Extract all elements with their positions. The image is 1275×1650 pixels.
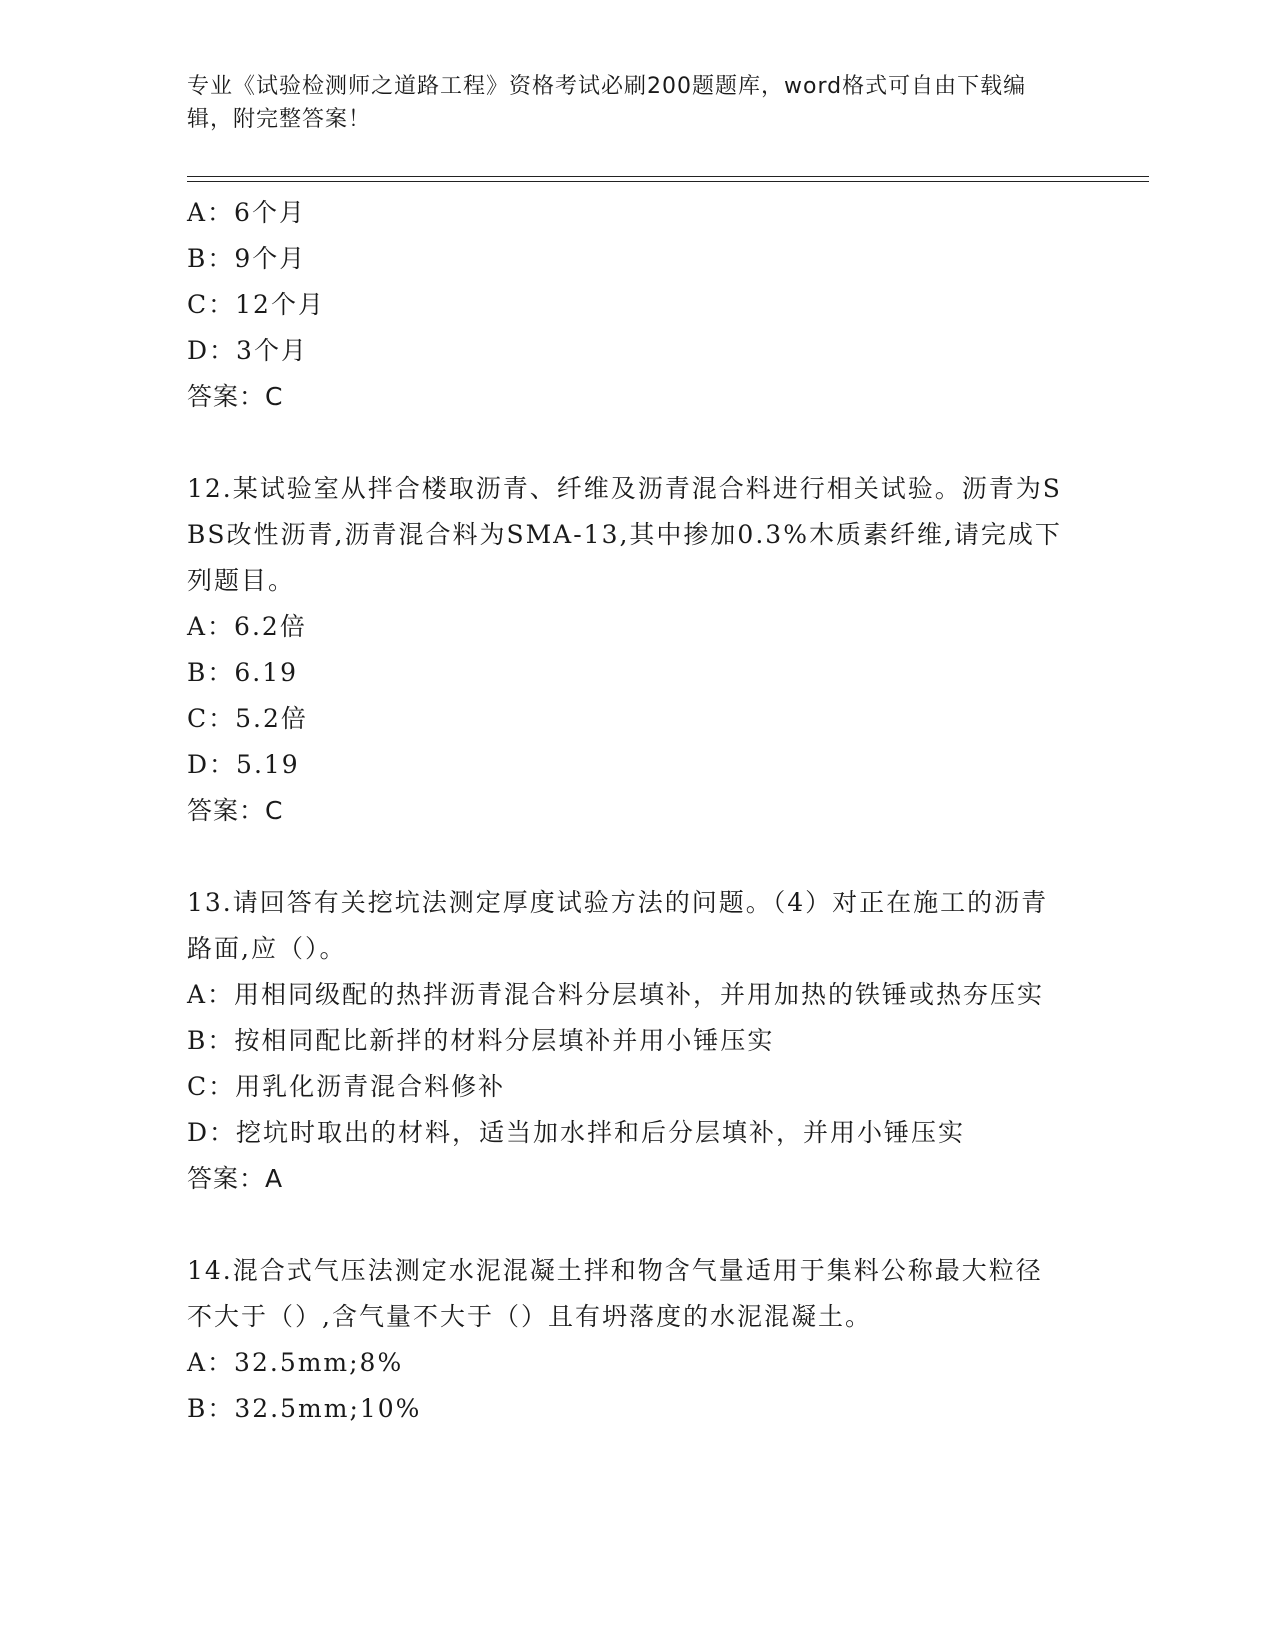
option-d: D：5.19 (187, 750, 300, 779)
option-a: A：32.5mm;8% (187, 1348, 404, 1377)
option-c: C：用乳化沥青混合料修补 (187, 1072, 506, 1101)
question-block-11 (187, 190, 1067, 420)
answer: 答案：A (187, 1164, 284, 1193)
spacer (187, 420, 1067, 466)
option-a: A：用相同级配的热拌沥青混合料分层填补，并用加热的铁锤或热夯压实 (187, 980, 1045, 1009)
option-b: B：9个月 (187, 244, 307, 273)
document-body (187, 190, 1067, 1432)
answer: 答案：C (187, 796, 284, 825)
answer: 答案：C (187, 382, 284, 411)
option-d: D：3个月 (187, 336, 308, 365)
question-block-12 (187, 466, 1067, 834)
header-rule-bottom (187, 181, 1149, 182)
option-c: C：5.2倍 (187, 704, 308, 733)
question-text: 14.混合式气压法测定水泥混凝土拌和物含气量适用于集料公称最大粒径不大于（）,含气量不大于（）且有坍落度的水泥混凝土。 (187, 1256, 1043, 1331)
question-text: 12.某试验室从拌合楼取沥青、纤维及沥青混合料进行相关试验。沥青为SBS改性沥青,沥青混合料为SMA-13,其中掺加0.3%木质素纤维,请完成下列题目。 (187, 474, 1062, 595)
page-header: 专业《试验检测师之道路工程》资格考试必刷200题题库，word格式可自由下载编辑，附完整答案！ (187, 74, 1027, 132)
option-a: A：6个月 (187, 198, 306, 227)
option-b: B：32.5mm;10% (187, 1394, 422, 1423)
option-d: D：挖坑时取出的材料，适当加水拌和后分层填补，并用小锤压实 (187, 1118, 966, 1147)
question-block-13 (187, 880, 1067, 1202)
option-c: C：12个月 (187, 290, 325, 319)
question-block-14 (187, 1248, 1067, 1432)
spacer (187, 834, 1067, 880)
option-a: A：6.2倍 (187, 612, 307, 641)
option-b: B：按相同配比新拌的材料分层填补并用小锤压实 (187, 1026, 775, 1055)
question-text: 13.请回答有关挖坑法测定厚度试验方法的问题。（4）对正在施工的沥青路面,应（）。 (187, 888, 1049, 963)
spacer (187, 1202, 1067, 1248)
header-rule-top (187, 176, 1149, 177)
option-b: B：6.19 (187, 658, 299, 687)
